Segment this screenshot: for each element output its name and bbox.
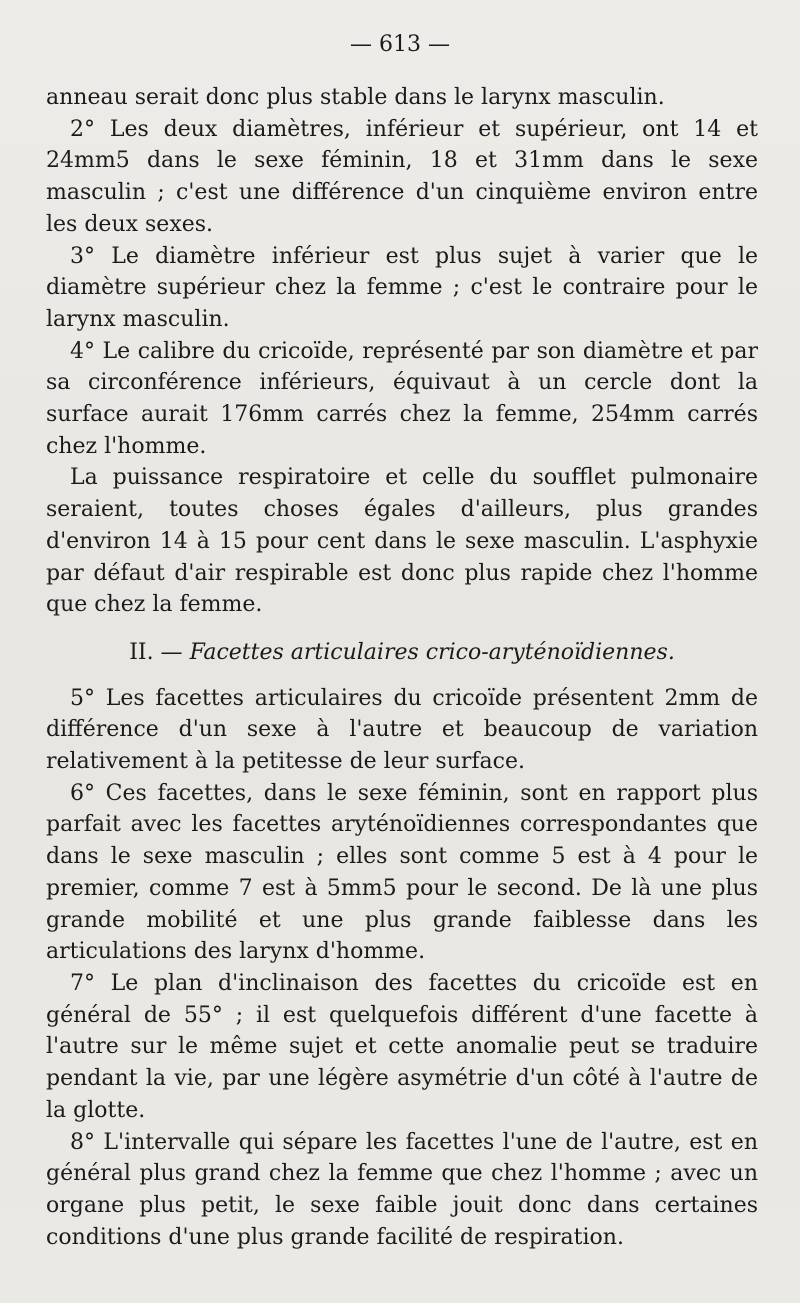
paragraph-5: 5° Les facettes articulaires du cricoïde présentent 2mm de différence d'un sexe à l'autre et beaucoup de variation relativement à la petitesse de leur surface. (46, 685, 758, 775)
paragraph-7: 7° Le plan d'inclinaison des facettes du cricoïde est en général de 55° ; il est quelquefois différent d'une facette à l'autre sur le même sujet et cette anomalie peut se traduire pendant la vie, par une légère asymétrie d'un côté à l'autre de la glotte. (46, 970, 758, 1123)
body-text (46, 82, 758, 1253)
section-title: Facettes articulaires crico-aryténoïdiennes. (189, 639, 675, 665)
section-number: II. — (129, 639, 183, 665)
paragraph-4: 4° Le calibre du cricoïde, représenté par son diamètre et par sa circonférence inférieurs, équivaut à un cercle dont la surface aurait 176mm carrés chez la femme, 254mm carrés chez l'homme. (46, 338, 758, 459)
paragraph-3: 3° Le diamètre inférieur est plus sujet à varier que le diamètre supérieur chez la femme ; c'est le contraire pour le larynx masculin. (46, 243, 758, 332)
paragraph-6: 6° Ces facettes, dans le sexe féminin, sont en rapport plus parfait avec les facettes aryténoïdiennes correspondantes que dans le sexe masculin ; elles sont comme 5 est à 4 pour le premier, comme 7 est à 5mm5 pour le second. De là une plus grande mobilité et une plus grande faiblesse dans les articulations des larynx d'homme. (46, 780, 758, 965)
paragraph-continuation: anneau serait donc plus stable dans le larynx masculin. (46, 85, 665, 110)
section-heading (46, 637, 758, 669)
paragraph-8: 8° L'intervalle qui sépare les facettes l'une de l'autre, est en général plus grand chez la femme que chez l'homme ; avec un organe plus petit, le sexe faible jouit donc dans certaines conditions d'une plus grande facilité de respiration. (46, 1129, 758, 1250)
paragraph-puissance: La puissance respiratoire et celle du soufflet pulmonaire seraient, toutes choses égales d'ailleurs, plus grandes d'environ 14 à 15 pour cent dans le sexe masculin. L'asphyxie par défaut d'air respirable est donc plus rapide chez l'homme que chez la femme. (46, 465, 758, 618)
paragraph-2: 2° Les deux diamètres, inférieur et supérieur, ont 14 et 24mm5 dans le sexe féminin, 18 et 31mm dans le sexe masculin ; c'est une différence d'un cinquième environ entre les deux sexes. (46, 116, 758, 237)
page-number: — 613 — (350, 32, 450, 57)
